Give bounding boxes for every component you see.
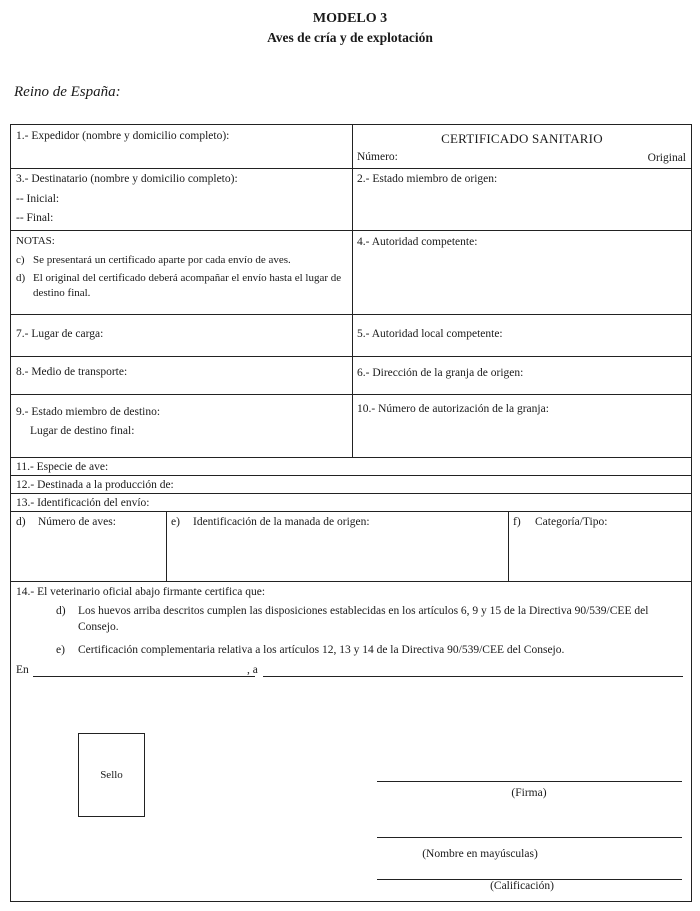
place-label: En: [16, 664, 29, 676]
name-line[interactable]: [377, 837, 682, 838]
note-c: c) Se presentará un certificado aparte por cada envío de aves.: [16, 253, 291, 266]
notes-title: NOTAS:: [16, 235, 55, 247]
certification-item-e: e) Certificación complementaria relativa a los artículos 12, 13 y 14 de la Directiva 90/539/CEE del Consejo.: [56, 644, 565, 656]
destinatario-final: -- Final:: [16, 212, 54, 225]
qualification-caption: (Calificación): [490, 880, 554, 892]
note-d: d) El original del certificado deberá acompañar el envío hasta el lugar de destino final.: [16, 271, 342, 299]
field-autoridad-competente[interactable]: 4.- Autoridad competente:: [357, 236, 478, 248]
field-direccion-granja[interactable]: 6.- Dirección de la granja de origen:: [357, 367, 524, 379]
field-autoridad-local[interactable]: 5.- Autoridad local competente:: [357, 328, 503, 340]
veterinarian-statement: 14.- El veterinario oficial abajo firmante certifica que:: [16, 586, 266, 598]
field-destinada[interactable]: 12.- Destinada a la producción de:: [16, 479, 174, 491]
date-label: , a: [247, 664, 258, 676]
field-numero-aves[interactable]: d) Número de aves:: [16, 516, 116, 528]
certification-item-d: d) Los huevos arriba descritos cumplen las disposiciones establecidas en los artículos 6, 9 y 15 de la Directiva 90/539/CEE del Consejo.: [56, 605, 649, 633]
name-caption: (Nombre en mayúsculas): [422, 848, 538, 860]
field-especie[interactable]: 11.- Especie de ave:: [16, 461, 109, 473]
signature-line[interactable]: [377, 781, 682, 782]
notes-section: [11, 232, 352, 314]
field-estado-destino[interactable]: [11, 403, 352, 441]
field-num-autorizacion[interactable]: 10.- Número de autorización de la granja:: [357, 403, 549, 415]
certificate-number-label[interactable]: Número:: [357, 151, 398, 163]
form-model-title: MODELO 3: [312, 11, 388, 26]
certificate-heading: CERTIFICADO SANITARIO: [441, 131, 603, 146]
lugar-destino-final: Lugar de destino final:: [30, 424, 135, 437]
place-input-line[interactable]: [33, 676, 255, 677]
field-identificacion-manada[interactable]: e) Identificación de la manada de origen:: [171, 516, 370, 528]
signature-caption: (Firma): [511, 787, 547, 799]
issuing-country: Reino de España:: [14, 84, 121, 100]
destinatario-inicial: -- Inicial:: [16, 192, 60, 205]
original-label: Original: [647, 152, 686, 164]
field-identificacion-envio[interactable]: 13.- Identificación del envío:: [16, 497, 150, 509]
field-lugar-carga[interactable]: 7.- Lugar de carga:: [16, 328, 104, 340]
stamp-box: Sello: [78, 733, 145, 817]
estado-destino-label: 9.- Estado miembro de destino:: [16, 406, 161, 418]
date-input-line[interactable]: [263, 676, 683, 677]
destinatario-label: 3.- Destinatario (nombre y domicilio completo):: [16, 173, 238, 185]
field-estado-origen[interactable]: 2.- Estado miembro de origen:: [357, 173, 498, 185]
field-categoria-tipo[interactable]: f) Categoría/Tipo:: [513, 516, 608, 528]
field-destinatario[interactable]: [11, 170, 352, 230]
field-medio-transporte[interactable]: 8.- Medio de transporte:: [16, 366, 128, 378]
field-expedidor[interactable]: 1.- Expedidor (nombre y domicilio completo):: [16, 130, 230, 142]
form-model-subtitle: Aves de cría y de explotación: [267, 30, 433, 45]
